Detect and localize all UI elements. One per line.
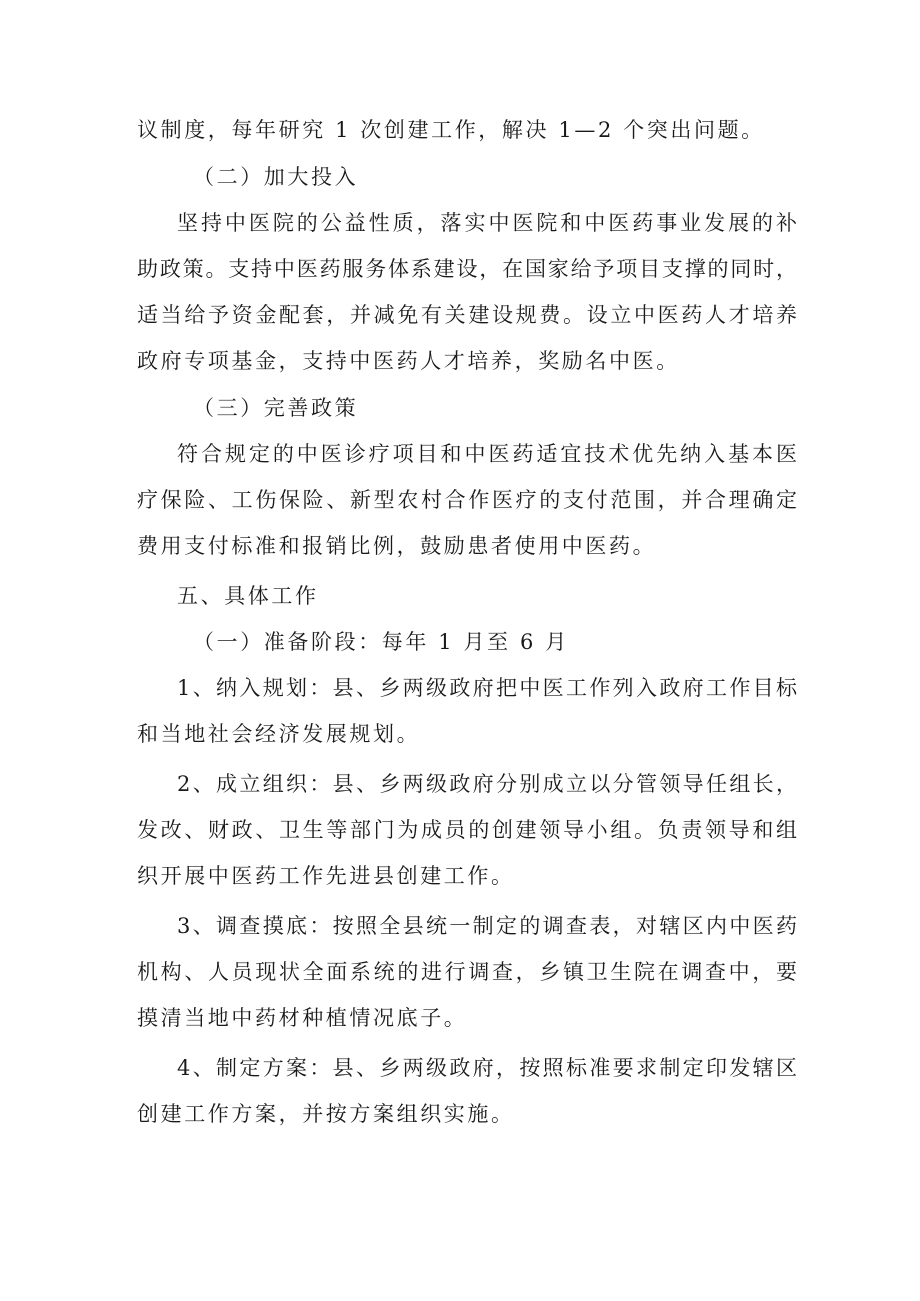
paragraph-line: 符合规定的中医诊疗项目和中医药适宜技术优先纳入基本医: [177, 442, 797, 466]
paragraph-line: 助政策。支持中医药服务体系建设，在国家给予项目支撑的同时，: [137, 257, 797, 281]
stage-heading-1: （一）准备阶段：每年 1 月至 6 月: [193, 630, 569, 654]
paragraph-line: 费用支付标准和报销比例，鼓励患者使用中医药。: [137, 534, 657, 558]
paragraph-line: 适当给予资金配套，并减免有关建设规费。设立中医药人才培养: [137, 303, 797, 327]
paragraph-continuation: 议制度，每年研究 1 次创建工作，解决 1—2 个突出问题。: [137, 118, 765, 142]
section-heading-3: （三）完善政策: [193, 396, 359, 420]
paragraph-item-3: [137, 908, 797, 1036]
document-page: [137, 112, 797, 1132]
paragraph-line: 机构、人员现状全面系统的进行调查，乡镇卫生院在调查中，要: [137, 960, 797, 984]
paragraph-line: 织开展中医药工作先进县创建工作。: [137, 864, 515, 888]
paragraph-line: 创建工作方案，并按方案组织实施。: [137, 1102, 515, 1126]
paragraph-investment: [137, 205, 797, 379]
paragraph-line: 疗保险、工伤保险、新型农村合作医疗的支付范围，并合理确定: [137, 488, 797, 512]
paragraph-policy: [137, 436, 797, 564]
paragraph-line: 和当地社会经济发展规划。: [137, 722, 421, 746]
paragraph-line: 摸清当地中药材种植情况底子。: [137, 1006, 468, 1030]
paragraph-line: 政府专项基金，支持中医药人才培养，奖励名中医。: [137, 349, 680, 373]
section-heading-2: （二）加大投入: [193, 165, 359, 189]
paragraph-item-2: [137, 766, 797, 894]
paragraph-line: 1、纳入规划：县、乡两级政府把中医工作列入政府工作目标: [177, 676, 797, 700]
paragraph-line: 3、调查摸底：按照全县统一制定的调查表，对辖区内中医药: [177, 914, 797, 938]
paragraph-line: 4、制定方案：县、乡两级政府，按照标准要求制定印发辖区: [177, 1056, 797, 1080]
chapter-heading-5: 五、具体工作: [177, 584, 319, 608]
paragraph-item-1: [137, 670, 797, 752]
paragraph-item-4: [137, 1050, 797, 1132]
paragraph-line: 坚持中医院的公益性质，落实中医院和中医药事业发展的补: [177, 211, 797, 235]
paragraph-line: 发改、财政、卫生等部门为成员的创建领导小组。负责领导和组: [137, 818, 797, 842]
paragraph-line: 2、成立组织：县、乡两级政府分别成立以分管领导任组长，: [177, 772, 797, 796]
